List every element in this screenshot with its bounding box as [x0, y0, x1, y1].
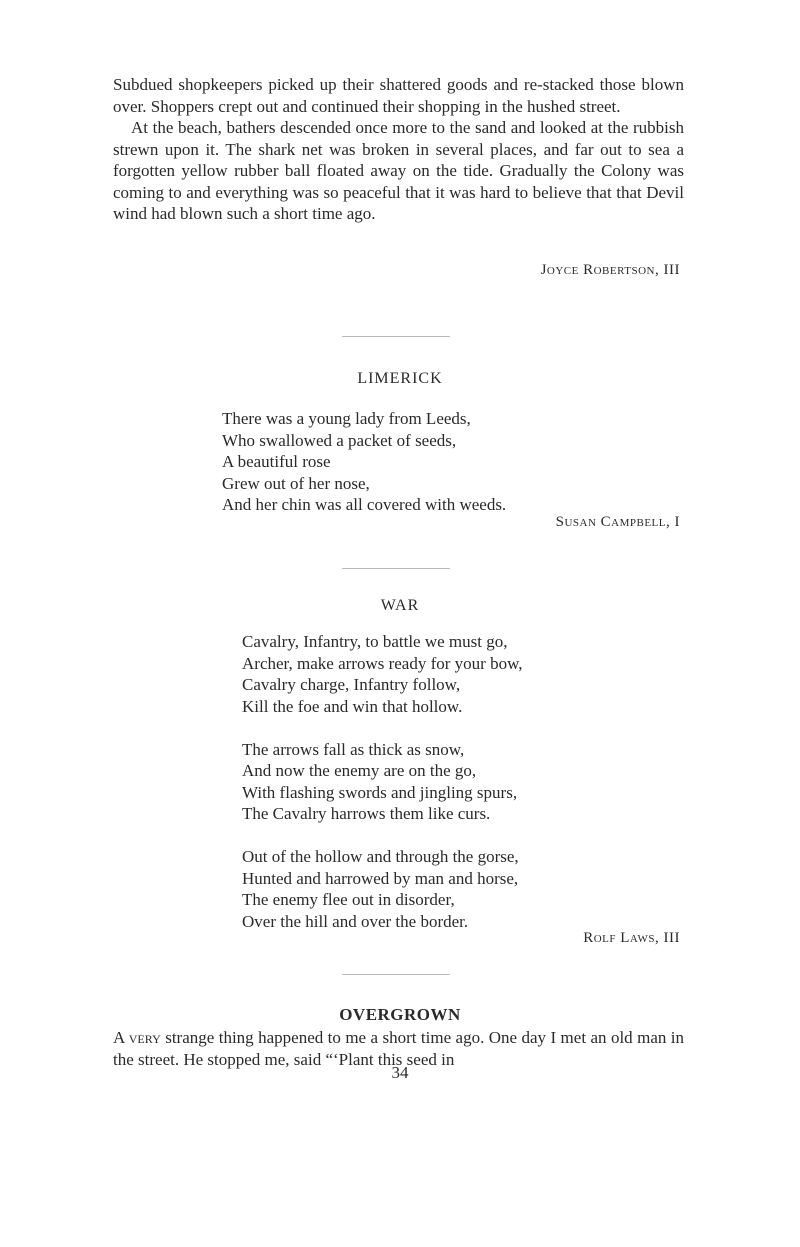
poem-line: With flashing swords and jingling spurs,	[242, 782, 518, 802]
poem-stanza	[242, 739, 523, 825]
poem-line: The Cavalry harrows them like curs.	[242, 804, 491, 823]
limerick-title: LIMERICK	[357, 370, 443, 387]
limerick-form: I	[674, 514, 680, 530]
limerick-signature	[556, 514, 680, 531]
poem-line: There was a young lady from Leeds,	[222, 409, 471, 428]
poem-line: The enemy flee out in disorder,	[242, 890, 455, 909]
poem-line: Hunted and harrowed by man and horse,	[242, 868, 519, 888]
story-author: Joyce Robertson,	[540, 262, 660, 278]
war-poem	[242, 631, 523, 932]
poem-line: Out of the hollow and through the gorse,	[242, 847, 519, 866]
story-signature	[541, 262, 680, 279]
section-divider	[342, 568, 450, 569]
limerick-poem	[222, 408, 506, 516]
poem-stanza	[242, 631, 523, 717]
poem-line: A beautiful rose	[222, 452, 331, 471]
poem-line: Archer, make arrows ready for your bow,	[242, 653, 523, 673]
poem-line: Cavalry charge, Infantry follow,	[242, 675, 461, 694]
poem-line: Cavalry, Infantry, to battle we must go,	[242, 632, 508, 651]
poem-line: And now the enemy are on the go,	[242, 761, 477, 780]
section-divider	[342, 974, 450, 975]
page-number: 34	[391, 1063, 409, 1082]
story-paragraph-2: At the beach, bathers descended once more to the sand and looked at the rubbish strewn upon it. The shark net was broken in several places, and far out to sea a forgotten yellow rubber ball floated away on the tide. Gradually the Colony was coming to and everything was so peaceful that it was hard to believe that that Devil wind had blown such a short time ago.	[113, 118, 684, 223]
story-form: III	[663, 262, 680, 278]
poem-line: Kill the foe and win that hollow.	[242, 696, 463, 716]
war-signature	[583, 930, 680, 947]
poem-stanza	[242, 846, 523, 932]
story-ending	[113, 74, 684, 225]
overgrown-lead: A very	[113, 1028, 161, 1047]
war-title: WAR	[380, 597, 420, 614]
war-form: III	[663, 930, 680, 946]
war-author: Rolf Laws,	[583, 930, 660, 946]
limerick-author: Susan Campbell,	[555, 514, 671, 530]
section-divider	[342, 336, 450, 337]
poem-line: The arrows fall as thick as snow,	[242, 739, 465, 759]
story-paragraph-1: Subdued shopkeepers picked up their shattered goods and re-stacked those blown over. Shoppers crept out and continued their shopping in the hushed street.	[113, 75, 684, 116]
poem-line: And her chin was all covered with weeds.	[222, 495, 507, 514]
poem-line: Over the hill and over the border.	[242, 911, 469, 931]
poem-line: Who swallowed a packet of seeds,	[222, 430, 457, 450]
overgrown-title: OVERGROWN	[339, 1005, 461, 1024]
poem-line: Grew out of her nose,	[222, 473, 370, 493]
overgrown-body: strange thing happened to me a short time ago. One day I met an old man in the street. He stopped me, said “‘Plant this seed in	[113, 1028, 685, 1069]
